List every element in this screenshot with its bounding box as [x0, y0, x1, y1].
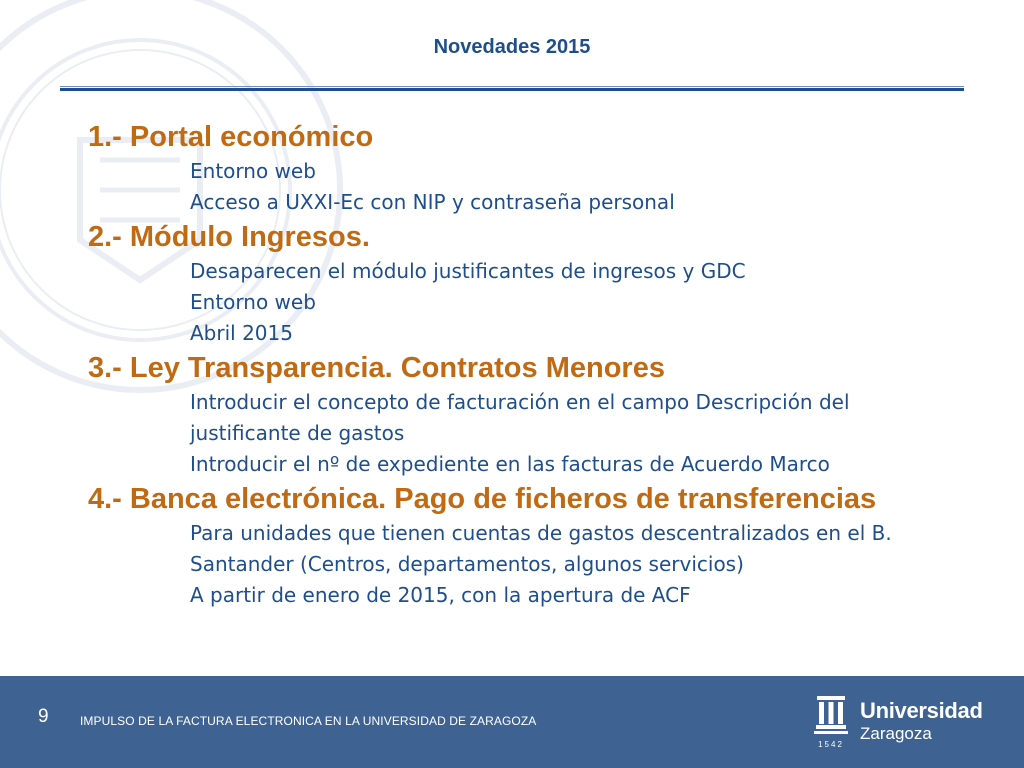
slide-content: [88, 118, 938, 611]
section-heading: 1.- Portal económico: [88, 121, 374, 153]
section-item: Santander (Centros, departamentos, algunos servicios): [190, 552, 744, 576]
section-item: Para unidades que tienen cuentas de gastos descentralizados en el B.: [190, 521, 892, 545]
section-item: Abril 2015: [190, 321, 293, 345]
section-heading: 3.- Ley Transparencia. Contratos Menores: [88, 352, 665, 384]
title-divider: [60, 86, 964, 91]
section-item: Desaparecen el módulo justificantes de ingresos y GDC: [190, 259, 746, 283]
section-heading: 2.- Módulo Ingresos.: [88, 221, 370, 253]
section-item: Entorno web: [190, 159, 316, 183]
slide-title: Novedades 2015: [433, 36, 591, 58]
footer-caption: IMPULSO DE LA FACTURA ELECTRONICA EN LA UNIVERSIDAD DE ZARAGOZA: [80, 714, 537, 728]
section-item: Introducir el concepto de facturación en el campo Descripción del: [190, 390, 850, 414]
section-item: A partir de enero de 2015, con la apertura de ACF: [190, 583, 691, 607]
university-logo: [814, 694, 994, 752]
section-heading: 4.- Banca electrónica. Pago de ficheros de transferencias: [88, 483, 877, 515]
page-number: 9: [38, 706, 49, 727]
logo-text-universidad: Universidad: [860, 698, 983, 723]
section-item: Introducir el nº de expediente en las facturas de Acuerdo Marco: [190, 452, 830, 476]
university-building-icon: [814, 694, 848, 752]
section-item: justificante de gastos: [190, 421, 405, 445]
logo-text-zaragoza: Zaragoza: [860, 724, 932, 743]
footer-bar: [0, 676, 1024, 768]
section-item: Acceso a UXXI-Ec con NIP y contraseña personal: [190, 190, 675, 214]
section-item: Entorno web: [190, 290, 316, 314]
logo-year: 1542: [818, 740, 844, 749]
